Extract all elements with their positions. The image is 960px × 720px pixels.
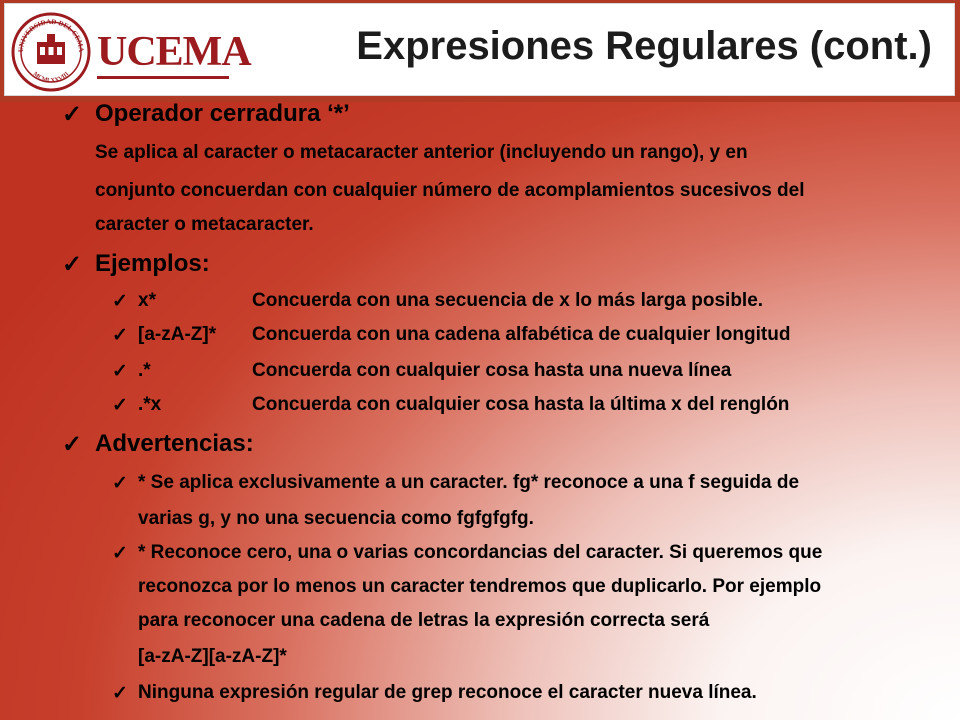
section-heading-closure: Operador cerradura ‘*’ xyxy=(95,100,350,127)
example-term: x* xyxy=(138,290,156,311)
checkmark-icon: ✓ xyxy=(112,473,128,494)
section-heading-warnings: Advertencias: xyxy=(95,430,254,457)
checkmark-icon: ✓ xyxy=(62,101,83,128)
example-row xyxy=(138,394,789,416)
slide-title: Expresiones Regulares (cont.) xyxy=(356,24,932,68)
checkmark-icon: ✓ xyxy=(62,251,83,278)
example-row xyxy=(138,324,790,346)
checkmark-icon: ✓ xyxy=(112,683,128,704)
ucema-logo xyxy=(11,12,251,92)
header-panel xyxy=(4,3,955,96)
checkmark-icon: ✓ xyxy=(112,325,128,346)
section-heading-examples: Ejemplos: xyxy=(95,250,210,277)
paragraph-line: conjunto concuerdan con cualquier número de acomplamientos sucesivos del xyxy=(95,180,805,201)
example-term: .* xyxy=(138,360,151,381)
example-desc: Concuerda con una secuencia de x lo más larga posible. xyxy=(252,290,764,311)
example-row xyxy=(138,290,763,312)
logo-wordmark: UCEMA xyxy=(97,29,251,75)
example-term: .*x xyxy=(138,394,162,415)
university-seal-icon xyxy=(11,12,91,92)
seal-text-bottom: MCMLXXVIII xyxy=(31,71,71,85)
warning-line: para reconocer una cadena de letras la expresión correcta será xyxy=(138,610,710,631)
logo-underline xyxy=(97,76,229,79)
example-desc: Concuerda con cualquier cosa hasta una nueva línea xyxy=(252,360,732,381)
example-desc: Concuerda con una cadena alfabética de cualquier longitud xyxy=(252,324,791,345)
checkmark-icon: ✓ xyxy=(62,431,83,458)
checkmark-icon: ✓ xyxy=(112,361,128,382)
paragraph-line: caracter o metacaracter. xyxy=(95,214,314,235)
example-term: [a-zA-Z]* xyxy=(138,324,217,345)
checkmark-icon: ✓ xyxy=(112,395,128,416)
warning-line: [a-zA-Z][a-zA-Z]* xyxy=(138,646,287,667)
checkmark-icon: ✓ xyxy=(112,543,128,564)
checkmark-icon: ✓ xyxy=(112,291,128,312)
slide-header xyxy=(0,0,960,102)
paragraph-line: Se aplica al caracter o metacaracter anterior (incluyendo un rango), y en xyxy=(95,142,748,163)
warning-line: varias g, y no una secuencia como fgfgfgfg. xyxy=(138,508,534,529)
seal-text-top: UNIVERSIDAD DEL CEMA xyxy=(16,17,86,53)
example-desc: Concuerda con cualquier cosa hasta la última x del renglón xyxy=(252,394,790,415)
example-row xyxy=(138,360,731,382)
warning-line: * Se aplica exclusivamente a un caracter. fg* reconoce a una f seguida de xyxy=(138,472,800,493)
warning-line: Ninguna expresión regular de grep reconoce el caracter nueva línea. xyxy=(138,682,757,703)
warning-line: reconozca por lo menos un caracter tendremos que duplicarlo. Por ejemplo xyxy=(138,576,822,597)
warning-line: * Reconoce cero, una o varias concordancias del caracter. Si queremos que xyxy=(138,542,823,563)
